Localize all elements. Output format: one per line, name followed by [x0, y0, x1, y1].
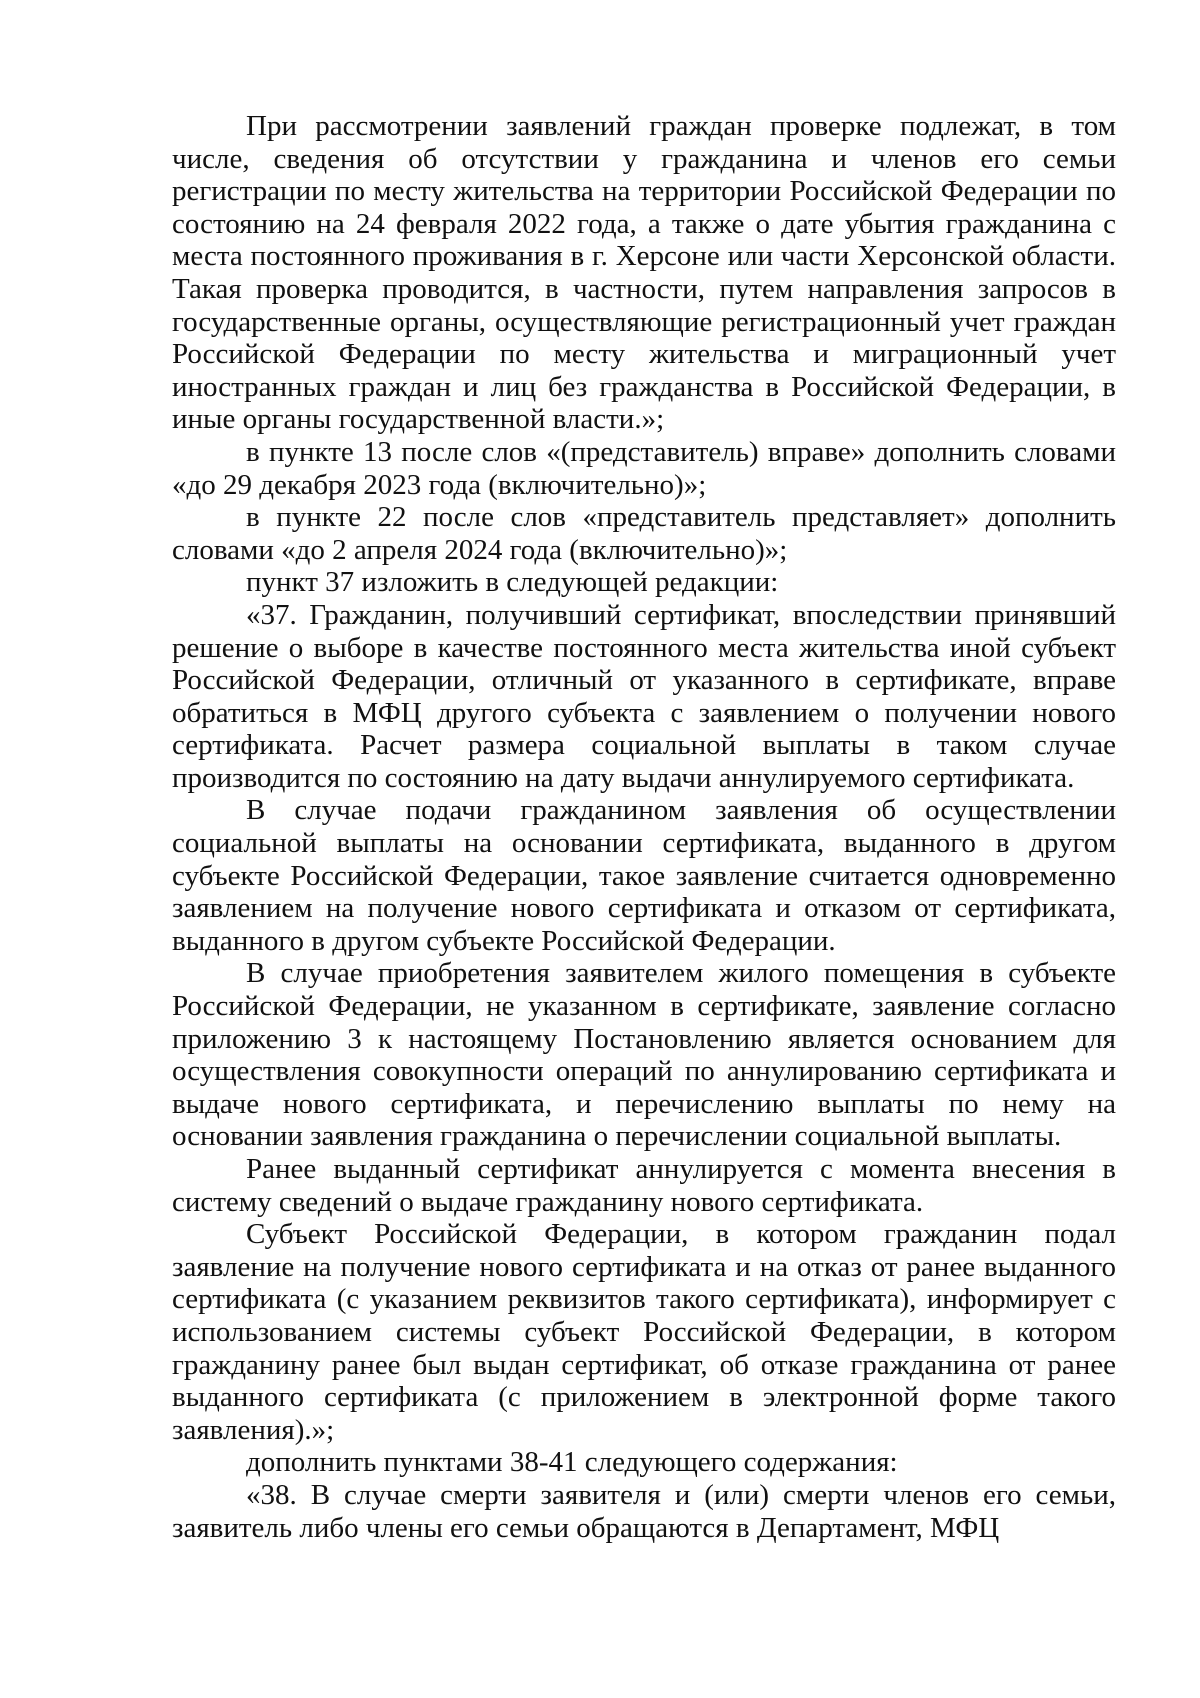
paragraph: в пункте 22 после слов «представитель представляет» дополнить словами «до 2 апреля 2024 года (включительно)»; — [172, 501, 1116, 566]
paragraph: При рассмотрении заявлений граждан проверке подлежат, в том числе, сведения об отсутствии у гражданина и членов его семьи регистрации по месту жительства на территории Российской Федерации по состоянию на 24 февраля 2022 года, а также о дате убытия гражданина с места постоянного проживания в г. Херсоне или части Херсонской области. Такая проверка проводится, в частности, путем направления запросов в государственные органы, осуществляющие регистрационный учет граждан Российской Федерации по месту жительства и миграционный учет иностранных граждан и лиц без гражданства в Российской Федерации, в иные органы государственной власти.»; — [172, 110, 1116, 436]
paragraph: Субъект Российской Федерации, в котором гражданин подал заявление на получение нового сертификата и на отказ от ранее выданного сертификата (с указанием реквизитов такого сертификата), информирует с использованием системы субъект Российской Федерации, в котором гражданину ранее был выдан сертификат, об отказе гражданина от ранее выданного сертификата (с приложением в электронной форме такого заявления).»; — [172, 1218, 1116, 1446]
paragraph: дополнить пунктами 38-41 следующего содержания: — [246, 1446, 898, 1479]
paragraph: «37. Гражданин, получивший сертификат, впоследствии принявший решение о выборе в качестве постоянного места жительства иной субъект Российской Федерации, отличный от указанного в сертификате, вправе обратиться в МФЦ другого субъекта с заявлением о получении нового сертификата. Расчет размера социальной выплаты в таком случае производится по состоянию на дату выдачи аннулируемого сертификата. — [172, 598, 1116, 794]
paragraph: в пункте 13 после слов «(представитель) вправе» дополнить словами «до 29 декабря 2023 года (включительно)»; — [172, 435, 1116, 501]
paragraph: Ранее выданный сертификат аннулируется с момента внесения в систему сведений о выдаче гражданину нового сертификата. — [172, 1153, 1116, 1218]
paragraph: В случае приобретения заявителем жилого помещения в субъекте Российской Федерации, не указанном в сертификате, заявление согласно приложению 3 к настоящему Постановлению является основанием для осуществления совокупности операций по аннулированию сертификата и выдаче нового сертификата, и перечислению выплаты по нему на основании заявления гражданина о перечислении социальной выплаты. — [172, 957, 1116, 1153]
document-page — [172, 110, 1116, 1544]
paragraph: пункт 37 изложить в следующей редакции: — [246, 566, 779, 599]
paragraph: «38. В случае смерти заявителя и (или) смерти членов его семьи, заявитель либо члены его семьи обращаются в Департамент, МФЦ — [172, 1478, 1116, 1544]
paragraph: В случае подачи гражданином заявления об осуществлении социальной выплаты на основании сертификата, выданного в другом субъекте Российской Федерации, такое заявление считается одновременно заявлением на получение нового сертификата и отказом от сертификата, выданного в другом субъекте Российской Федерации. — [172, 794, 1116, 957]
